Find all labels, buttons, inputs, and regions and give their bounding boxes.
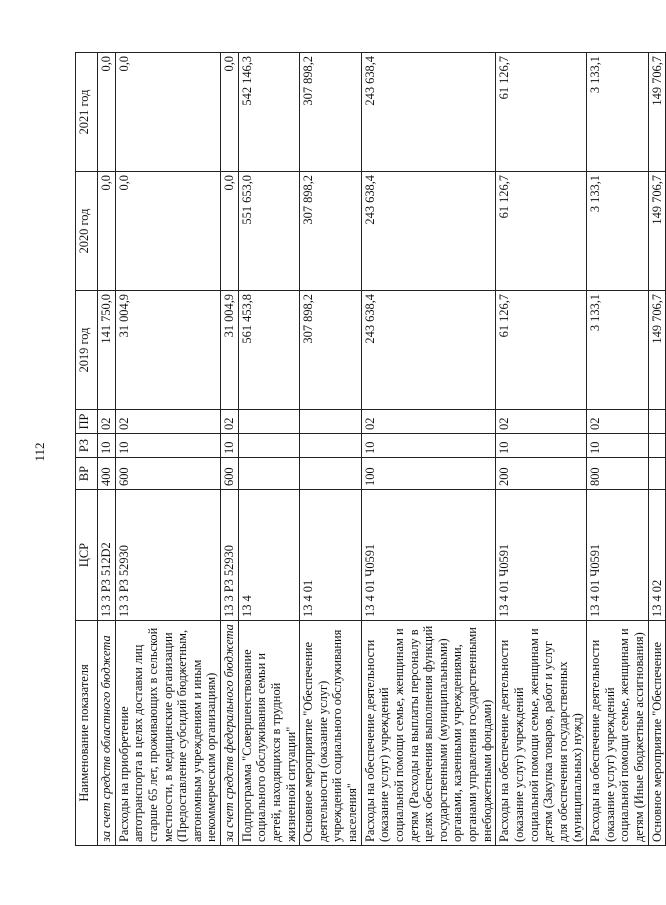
row-name: Подпрограмма "Совершенствование социального обслуживания семьи и детей, находящихся в трудной жизненной ситуации" [238, 621, 300, 846]
row-vr [238, 458, 300, 490]
row-csr: 13 3 P3 512D2 [98, 490, 116, 621]
row-name: Основное мероприятие "Обеспечение [648, 621, 666, 846]
row-rz: 10 [221, 434, 239, 458]
row-2020: 243 638,4 [361, 172, 496, 291]
row-pr [648, 410, 666, 434]
row-2021: 3 133,1 [587, 53, 649, 172]
row-2021: 243 638,4 [361, 53, 496, 172]
row-csr: 13 4 01 [300, 490, 362, 621]
row-pr: 02 [361, 410, 496, 434]
row-pr: 02 [221, 410, 239, 434]
row-rz: 10 [98, 434, 116, 458]
header-vr: ВР [76, 458, 98, 490]
row-csr: 13 3 P3 52930 [221, 490, 239, 621]
row-vr: 600 [221, 458, 239, 490]
row-2021: 0,0 [221, 53, 239, 172]
table-row [648, 53, 666, 846]
table-row [221, 53, 239, 846]
header-csr: ЦСР [76, 490, 98, 621]
row-csr: 13 4 02 [648, 490, 666, 621]
row-pr: 02 [98, 410, 116, 434]
header-name: Наименование показателя [76, 621, 98, 846]
row-2019: 3 133,1 [587, 291, 649, 410]
header-2019: 2019 год [76, 291, 98, 410]
row-2019: 141 750,0 [98, 291, 116, 410]
row-rz: 10 [496, 434, 587, 458]
row-rz: 10 [361, 434, 496, 458]
row-vr: 600 [115, 458, 220, 490]
header-rz: РЗ [76, 434, 98, 458]
row-2020: 0,0 [221, 172, 239, 291]
header-pr: ПР [76, 410, 98, 434]
row-rz: 10 [115, 434, 220, 458]
row-2019: 561 453,8 [238, 291, 300, 410]
row-2021: 307 898,2 [300, 53, 362, 172]
rotated-table-container [75, 53, 664, 846]
header-2020: 2020 год [76, 172, 98, 291]
page-number: 112 [32, 442, 47, 462]
row-2020: 61 126,7 [496, 172, 587, 291]
table-row [361, 53, 496, 846]
row-name: Расходы на обеспечение деятельности (оказание услуг) учреждений социальной помощи семье, женщинам и детям (Иные бюджетные ассигнования) [587, 621, 649, 846]
row-csr: 13 3 P3 52930 [115, 490, 220, 621]
row-vr [300, 458, 362, 490]
row-csr: 13 4 [238, 490, 300, 621]
row-2019: 31 004,9 [115, 291, 220, 410]
row-csr: 13 4 01 Ч0591 [496, 490, 587, 621]
row-pr: 02 [496, 410, 587, 434]
row-2020: 149 706,7 [648, 172, 666, 291]
budget-table [75, 52, 666, 846]
row-name: Расходы на обеспечение деятельности (оказание услуг) учреждений социальной помощи семье, женщинам и детям (Расходы на выплаты персоналу в целях обеспечения выполнения функций государственными (муниципальными) органами, казенными учреждениями, органами управления государственными внебюджетными фондами) [361, 621, 496, 846]
row-2019: 149 706,7 [648, 291, 666, 410]
row-2020: 551 653,0 [238, 172, 300, 291]
row-name: за счет средств областного бюджета [98, 621, 116, 846]
row-vr: 100 [361, 458, 496, 490]
row-pr: 02 [587, 410, 649, 434]
row-name: Расходы на приобретение автотранспорта в целях доставки лиц старше 65 лет, проживающих в сельской местности, в медицинские организации (Предоставление субсидий бюджетным, автономным учреждениям и иным некоммерческим организациям) [115, 621, 220, 846]
row-2021: 542 146,3 [238, 53, 300, 172]
row-pr: 02 [115, 410, 220, 434]
row-csr: 13 4 01 Ч0591 [361, 490, 496, 621]
row-2019: 61 126,7 [496, 291, 587, 410]
table-row [587, 53, 649, 846]
row-name: Расходы на обеспечение деятельности (оказание услуг) учреждений социальной помощи семье, женщинам и детям (Закупка товаров, работ и услуг для обеспечения государственных (муниципальных) нужд) [496, 621, 587, 846]
table-row [238, 53, 300, 846]
row-vr: 200 [496, 458, 587, 490]
row-2019: 243 638,4 [361, 291, 496, 410]
row-csr: 13 4 01 Ч0591 [587, 490, 649, 621]
row-rz [300, 434, 362, 458]
row-2020: 307 898,2 [300, 172, 362, 291]
row-2020: 0,0 [115, 172, 220, 291]
row-2021: 61 126,7 [496, 53, 587, 172]
header-2021: 2021 год [76, 53, 98, 172]
row-rz: 10 [587, 434, 649, 458]
row-vr: 800 [587, 458, 649, 490]
row-2021: 0,0 [115, 53, 220, 172]
row-2021: 0,0 [98, 53, 116, 172]
row-name: за счет средств федерального бюджета [221, 621, 239, 846]
table-row [496, 53, 587, 846]
row-2019: 31 004,9 [221, 291, 239, 410]
row-pr [300, 410, 362, 434]
row-rz [238, 434, 300, 458]
row-2020: 3 133,1 [587, 172, 649, 291]
row-2020: 0,0 [98, 172, 116, 291]
row-name: Основное мероприятие "Обеспечение деятельности (оказание услуг) учреждений социального обслуживания населения" [300, 621, 362, 846]
table-row [115, 53, 220, 846]
table-header-row [76, 53, 98, 846]
row-vr [648, 458, 666, 490]
row-2019: 307 898,2 [300, 291, 362, 410]
row-rz [648, 434, 666, 458]
table-row [98, 53, 116, 846]
row-vr: 400 [98, 458, 116, 490]
row-pr [238, 410, 300, 434]
row-2021: 149 706,7 [648, 53, 666, 172]
table-row [300, 53, 362, 846]
